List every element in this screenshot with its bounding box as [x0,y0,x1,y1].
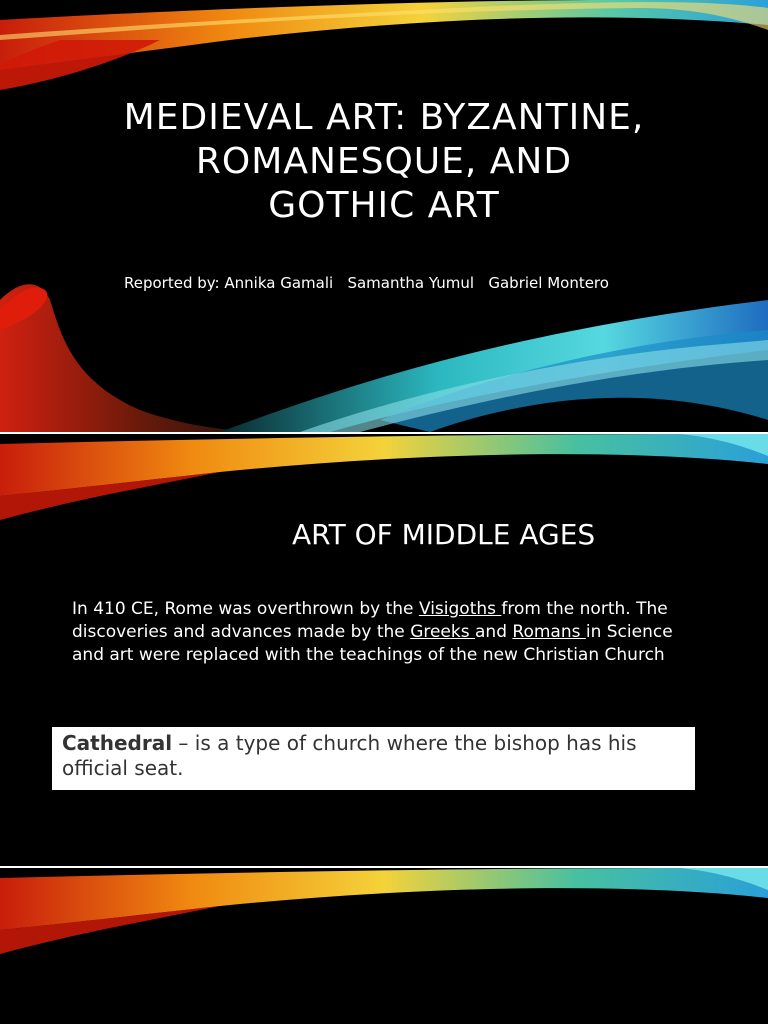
title-line-1: MEDIEVAL ART: BYZANTINE, [123,97,645,138]
reporters-line: Reported by: Annika Gamali Samantha Yumul Gabriel Montero [124,274,609,292]
slide-heading: ART OF MIDDLE AGES [292,518,596,551]
swoosh-decoration-bottom [0,868,768,1024]
title-line-3: GOTHIC ART [268,185,500,226]
content-slide [0,434,768,866]
link-visigoths[interactable]: Visigoths [418,599,502,619]
para-text-2: from the north. The discoveries and advances made by the [72,599,668,642]
title-slide [0,0,768,432]
definition-box [52,727,695,790]
title-line-2: ROMANESQUE, AND [195,141,573,182]
para-text-4: in Science and art were replaced with the teachings of the new Christian Church [72,622,673,665]
definition-term: Cathedral [62,731,173,755]
link-greeks[interactable]: Greeks [410,622,475,642]
slide-title [0,96,768,228]
next-slide-partial [0,868,768,1024]
para-text-3: and [475,622,513,642]
definition-text: – is a type of church where the bishop has his official seat. [62,731,637,780]
body-paragraph [72,598,692,667]
para-text-1: In 410 CE, Rome was overthrown by the [72,599,419,619]
link-romans[interactable]: Romans [512,622,586,642]
